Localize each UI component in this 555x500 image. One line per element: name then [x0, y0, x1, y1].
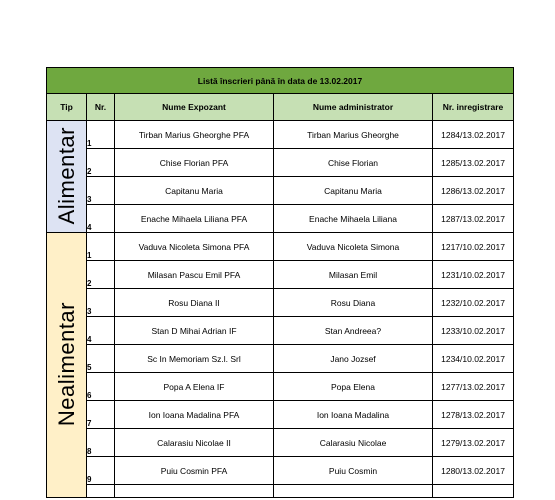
- cell-expozant: Rosu Diana II: [115, 289, 274, 317]
- cell-expozant: Chise Florian PFA: [115, 149, 274, 177]
- table-row: [47, 317, 514, 345]
- cell-nr: 9: [87, 457, 115, 485]
- table-header-row: [47, 94, 514, 121]
- empty-cell: [87, 485, 115, 498]
- table-row: [47, 233, 514, 261]
- cell-administrator: Tirban Marius Gheorghe: [274, 121, 433, 149]
- header-tip: Tip: [47, 94, 87, 121]
- table-row: [47, 373, 514, 401]
- table-row-partial: [47, 485, 514, 498]
- cell-expozant: Stan D Mihai Adrian IF: [115, 317, 274, 345]
- table-title: Listă înscrieri până în data de 13.02.2017: [47, 68, 514, 94]
- cell-nr: 7: [87, 401, 115, 429]
- cell-expozant: Calarasiu Nicolae II: [115, 429, 274, 457]
- cell-inregistrare: 1280/13.02.2017: [433, 457, 514, 485]
- cell-administrator: Jano Jozsef: [274, 345, 433, 373]
- table-title-row: [47, 68, 514, 94]
- cell-nr: 6: [87, 373, 115, 401]
- cell-inregistrare: 1285/13.02.2017: [433, 149, 514, 177]
- cell-administrator: Rosu Diana: [274, 289, 433, 317]
- cell-nr: 3: [87, 177, 115, 205]
- cell-inregistrare: 1287/13.02.2017: [433, 205, 514, 233]
- group-label: Alimentar: [53, 126, 79, 225]
- cell-nr: 4: [87, 205, 115, 233]
- cell-nr: 1: [87, 233, 115, 261]
- cell-administrator: Popa Elena: [274, 373, 433, 401]
- cell-administrator: Milasan Emil: [274, 261, 433, 289]
- table-row: [47, 205, 514, 233]
- header-inregistrare: Nr. inregistrare: [433, 94, 514, 121]
- cell-administrator: Calarasiu Nicolae: [274, 429, 433, 457]
- cell-nr: 1: [87, 121, 115, 149]
- cell-expozant: Capitanu Maria: [115, 177, 274, 205]
- header-nr: Nr.: [87, 94, 115, 121]
- table-row: [47, 429, 514, 457]
- cell-nr: 2: [87, 261, 115, 289]
- empty-cell: [274, 485, 433, 498]
- cell-inregistrare: 1278/13.02.2017: [433, 401, 514, 429]
- table-row: [47, 457, 514, 485]
- cell-administrator: Stan Andreea?: [274, 317, 433, 345]
- table-body: [47, 121, 514, 498]
- cell-expozant: Tirban Marius Gheorghe PFA: [115, 121, 274, 149]
- cell-administrator: Vaduva Nicoleta Simona: [274, 233, 433, 261]
- cell-inregistrare: 1232/10.02.2017: [433, 289, 514, 317]
- header-administrator: Nume administrator: [274, 94, 433, 121]
- table-row: [47, 177, 514, 205]
- cell-inregistrare: 1231/10.02.2017: [433, 261, 514, 289]
- table-row: [47, 261, 514, 289]
- cell-expozant: Enache Mihaela Liliana PFA: [115, 205, 274, 233]
- cell-administrator: Chise Florian: [274, 149, 433, 177]
- table-row: [47, 401, 514, 429]
- cell-inregistrare: 1286/13.02.2017: [433, 177, 514, 205]
- table-row: [47, 345, 514, 373]
- cell-expozant: Vaduva Nicoleta Simona PFA: [115, 233, 274, 261]
- cell-expozant: Milasan Pascu Emil PFA: [115, 261, 274, 289]
- registration-table: [46, 67, 514, 498]
- header-expozant: Nume Expozant: [115, 94, 274, 121]
- table-row: [47, 121, 514, 149]
- cell-administrator: Ion Ioana Madalina: [274, 401, 433, 429]
- empty-cell: [115, 485, 274, 498]
- cell-expozant: Sc In Memoriam Sz.l. Srl: [115, 345, 274, 373]
- cell-expozant: Ion Ioana Madalina PFA: [115, 401, 274, 429]
- cell-administrator: Enache Mihaela Liliana: [274, 205, 433, 233]
- cell-nr: 5: [87, 345, 115, 373]
- cell-nr: 8: [87, 429, 115, 457]
- table-row: [47, 149, 514, 177]
- empty-cell: [433, 485, 514, 498]
- cell-nr: 4: [87, 317, 115, 345]
- cell-inregistrare: 1284/13.02.2017: [433, 121, 514, 149]
- cell-inregistrare: 1234/10.02.2017: [433, 345, 514, 373]
- group-label: Nealimentar: [53, 301, 79, 427]
- cell-inregistrare: 1217/10.02.2017: [433, 233, 514, 261]
- cell-administrator: Capitanu Maria: [274, 177, 433, 205]
- cell-expozant: Puiu Cosmin PFA: [115, 457, 274, 485]
- cell-expozant: Popa A Elena IF: [115, 373, 274, 401]
- cell-nr: 3: [87, 289, 115, 317]
- group-cell-alimentar: [47, 121, 87, 233]
- cell-inregistrare: 1277/13.02.2017: [433, 373, 514, 401]
- cell-inregistrare: 1233/10.02.2017: [433, 317, 514, 345]
- table-row: [47, 289, 514, 317]
- cell-administrator: Puiu Cosmin: [274, 457, 433, 485]
- cell-nr: 2: [87, 149, 115, 177]
- cell-inregistrare: 1279/13.02.2017: [433, 429, 514, 457]
- group-cell-nealimentar: [47, 233, 87, 498]
